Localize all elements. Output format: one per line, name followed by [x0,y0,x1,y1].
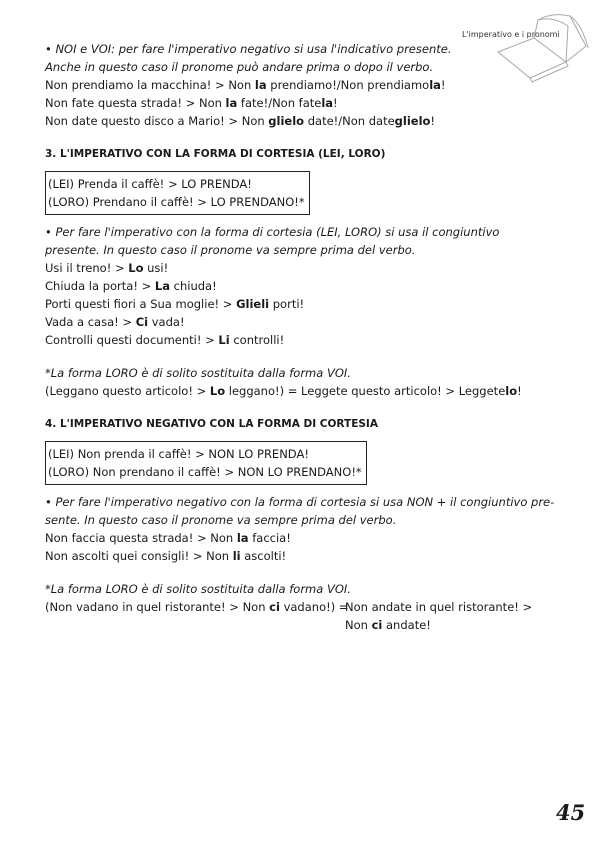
section-label: L'imperativo e i pronomi [462,30,560,39]
example-line: Non faccia questa strada! > Non la faccia! [45,531,291,545]
section-heading: 3. L'IMPERATIVO CON LA FORMA DI CORTESIA (LEI, LORO) [45,148,386,160]
negative-cortesia-rule: • Per fare l'imperativo negativo con la forma di cortesia si usa NON + il congiuntivo pre- sente. In questo caso il pronome va sempre prima del verbo. [45,495,555,527]
example-line: Non fate questa strada! > Non la fate!/Non fatela! [45,96,338,110]
example-line: Porti questi fiori a Sua moglie! > Glieli porti! [45,297,305,311]
section-heading: 4. L'IMPERATIVO NEGATIVO CON LA FORMA DI CORTESIA [45,418,378,430]
example-line: Usi il treno! > Lo usi! [45,261,169,275]
footnote-example: (Non vadano in quel ristorante! > Non ci vadano!) = Non andate in quel ristorante! > Non ci andate! [45,600,533,632]
footnote: *La forma LORO è di solito sostituita dalla forma VOI. [45,366,351,380]
example-line: Vada a casa! > Ci vada! [45,315,185,329]
example-line: Non date questo disco a Mario! > Non glielo date!/Non dateglielo! [45,114,436,128]
example-line: Controlli questi documenti! > Li controlli! [45,333,285,347]
example-line: Non prendiamo la macchina! > Non la prendiamo!/Non prendiamola! [45,78,446,92]
example-box: (LEI) Prenda il caffè! > LO PRENDA! (LORO) Prendano il caffè! > LO PRENDANO!* [45,171,310,215]
footnote: *La forma LORO è di solito sostituita dalla forma VOI. [45,582,351,596]
page-number: 45 [556,800,586,825]
footnote-example: (Leggano questo articolo! > Lo leggano!) = Leggete questo articolo! > Leggetelo! [45,384,522,398]
page-content [45,40,565,634]
example-line: Chiuda la porta! > La chiuda! [45,279,217,293]
example-box: (LEI) Non prenda il caffè! > NON LO PRENDA! (LORO) Non prendano il caffè! > NON LO PRENDANO!* [45,441,367,485]
noi-voi-rule: • NOI e VOI: per fare l'imperativo negativo si usa l'indicativo presente. Anche in questo caso il pronome può andare prima o dopo il verbo. [45,42,452,74]
cortesia-rule: • Per fare l'imperativo con la forma di cortesia (LEI, LORO) si usa il congiuntivo presente. In questo caso il pronome va sempre prima del verbo. [45,225,500,257]
example-line: Non ascolti quei consigli! > Non li ascolti! [45,549,287,563]
